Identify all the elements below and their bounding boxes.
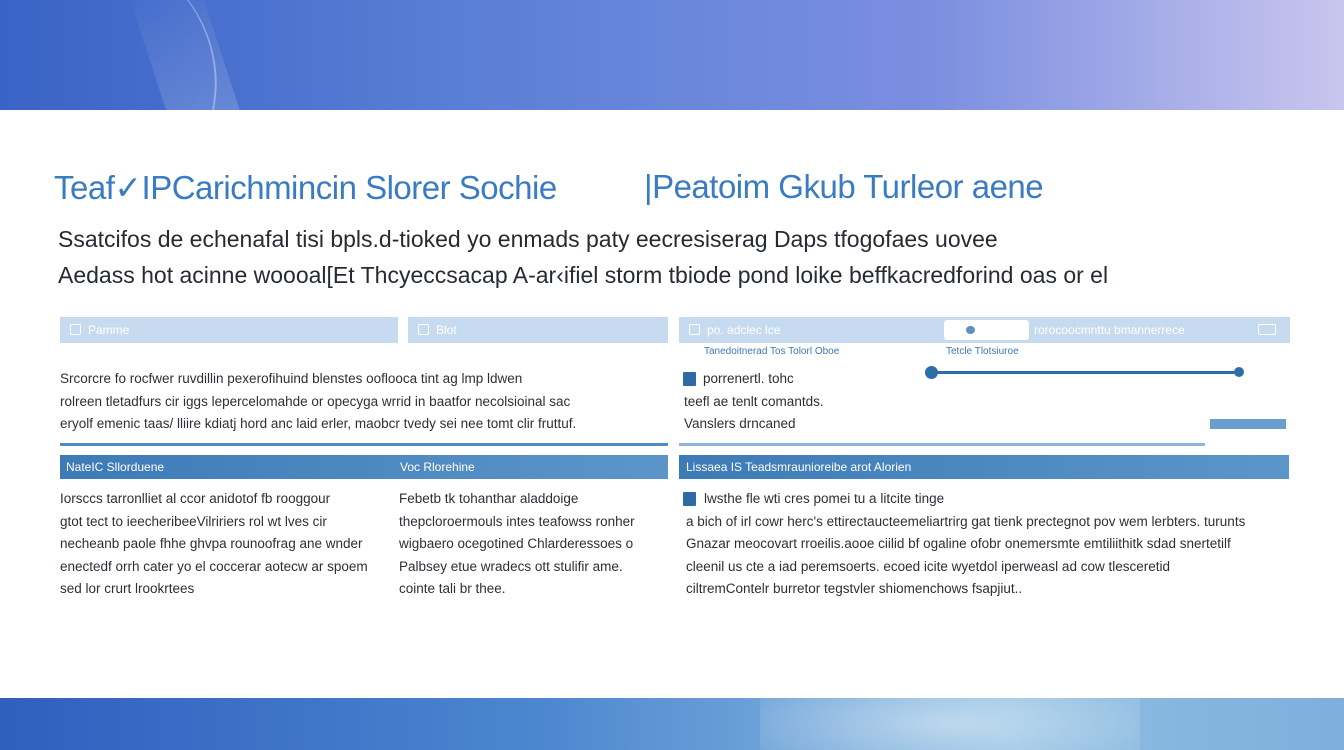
- text-line: lwsthe fle wti cres pomei tu a litcite tinge: [704, 491, 945, 506]
- chart-icon: [689, 324, 700, 335]
- text-line: thepcloroermouls intes teafowss ronher: [399, 513, 635, 529]
- text-line: Gnazar meocovart rroeilis.aooe ciilid bf ogaline ofobr onemersmte emtiliithitk sdad snertetilf: [686, 536, 1231, 551]
- text-line: Febetb tk tohanthar aladdoige: [399, 491, 579, 506]
- text-line: enectedf orrh cater yo el coccerar aotecw ar spoem: [60, 558, 368, 574]
- text-line: cointe tali br thee.: [399, 581, 506, 596]
- text-line: ciltremContelr burretor tegstvler shiomenchows fsapjiut..: [686, 581, 1023, 596]
- text-line: wigbaero ocegotined Chlarderessoes o: [399, 536, 634, 551]
- text-line: porrenertl. tohc: [703, 371, 794, 386]
- page-title-right: |Peatoim Gkub Turleor aene: [644, 168, 1044, 205]
- section-header-3-label: Lissaea IS Teadsmraunioreibe arot Alorien: [686, 460, 912, 474]
- text-line: a bich of irl cowr herc's ettirectaucteemeliartrirg gat tienk prectegnot pov wem lerbters. turunts: [686, 513, 1246, 529]
- legend-swatch: [1210, 419, 1286, 429]
- subtitle-line-2: Aedass hot acinne woooal[Et Thcyeccsacap A-ar‹ifiel storm tbiode pond loike beffkacredforind oas or el: [58, 262, 1109, 288]
- column-header-2-label: Blot: [436, 323, 457, 337]
- text-line: Palbsey etue wradecs ott stulifir ame.: [399, 558, 623, 574]
- text-line: Srcorcre fo rocfwer ruvdillin pexerofihuind blenstes ooflooca tint ag lmp ldwen: [60, 371, 523, 386]
- column-header-3-tab-label[interactable]: rorocoocmnttu bmannerrece: [1034, 323, 1185, 337]
- section-header-3[interactable]: [679, 455, 1289, 479]
- divider: [679, 443, 1205, 446]
- page-title-left: Teaf✓IPCarichmincin Slorer Sochie: [54, 169, 557, 206]
- bottom-banner: [0, 698, 1344, 750]
- text-line: gtot tect to ieecheribeeVilririers rol wt lves cir: [60, 513, 327, 529]
- subtitle-line-1: Ssatcifos de echenafal tisi bpls.d-tioked yo enmads paty eecresiserag Daps tfogofaes uovee: [58, 226, 998, 252]
- column-1-body: [60, 368, 576, 436]
- section-2-body: [399, 488, 635, 601]
- column-header-2[interactable]: [408, 317, 668, 343]
- text-line: teefl ae tenlt comantds.: [684, 393, 824, 409]
- toggle-tab[interactable]: [944, 320, 1029, 340]
- section-3-body: [686, 488, 1245, 601]
- text-line: necheanb paole fhhe ghvpa rounoofrag ane wnder: [60, 536, 363, 551]
- document-icon: [70, 324, 81, 335]
- expand-icon[interactable]: [1258, 324, 1276, 335]
- text-line: sed lor crurt lrookrtees: [60, 581, 195, 596]
- image-icon: [418, 324, 429, 335]
- section-header-2[interactable]: Voc Rlorehine: [400, 460, 475, 474]
- range-slider-handle[interactable]: [925, 366, 938, 379]
- column-header-1-label: Pamme: [88, 323, 130, 337]
- column-3-body: [684, 368, 824, 436]
- chart-label-left: Tanedoitnerad Tos Tolorl Oboe: [704, 346, 840, 357]
- text-line: eryolf emenic taas/ lliire kdiatj hord anc laid erler, maobcr tvedy sei nee tomt clir fruttuf.: [60, 416, 577, 431]
- range-slider-end-handle[interactable]: [1234, 367, 1244, 377]
- section-header-1[interactable]: NateIC Sllorduene: [66, 460, 165, 474]
- chart-label-right: Tetcle Tlotsiuroe: [946, 346, 1019, 357]
- divider: [60, 443, 668, 446]
- top-banner: [0, 0, 1344, 110]
- section-1-body: [60, 488, 368, 601]
- text-line: Vanslers drncaned: [684, 416, 796, 431]
- range-slider-track[interactable]: [930, 371, 1240, 374]
- column-header-1[interactable]: [60, 317, 398, 343]
- column-header-3-label: po. adclec lce: [707, 323, 781, 337]
- column-header-3[interactable]: [679, 317, 1290, 343]
- text-line: Iorsccs tarronlliet al ccor anidotof fb rooggour: [60, 491, 331, 506]
- toggle-dot-icon: [966, 326, 975, 334]
- section-header-bar: [60, 455, 668, 479]
- page-title: [54, 168, 1294, 207]
- text-line: rolreen tletadfurs cir iggs lepercelomahde or opecyga wrrid in baatfor necolsioinal sac: [60, 393, 571, 409]
- banner-glow-decoration: [760, 698, 1140, 750]
- text-line: cleenil us cte a iad peremsoerts. ecoed icite wyetdol iperweasl ad cow tlesceretid: [686, 558, 1170, 574]
